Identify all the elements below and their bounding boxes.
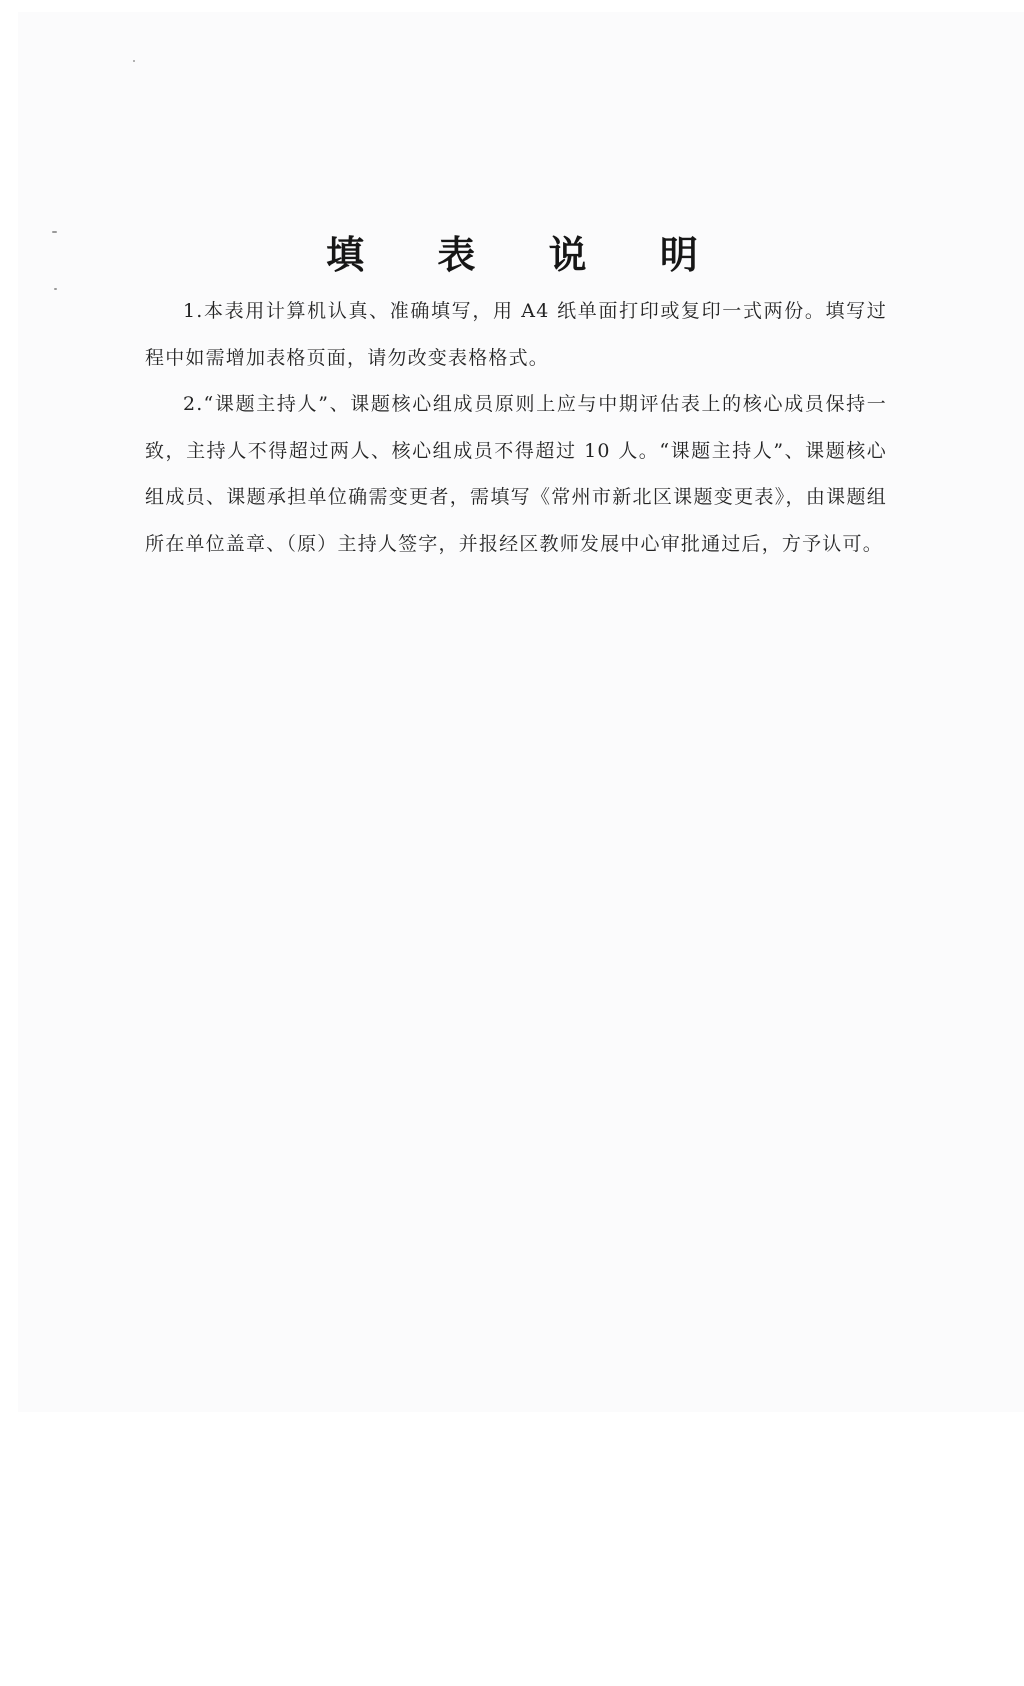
instruction-paragraph-2: 2.“课题主持人”、课题核心组成员原则上应与中期评估表上的核心成员保持一致，主持人不得超过两人、核心组成员不得超过 10 人。“课题主持人”、课题核心组成员、课题承担单位确需变更者，需填写《常州市新北区课题变更表》，由课题组所在单位盖章、（原）主持人签字，并报经区教师发展中心审批通过后，方予认可。: [145, 393, 887, 555]
document-title: 填 表 说 明: [326, 232, 728, 278]
scanned-page: [18, 12, 1024, 1412]
scan-speck: [133, 60, 135, 62]
instructions-body: [145, 288, 887, 567]
scan-speck: [54, 288, 57, 290]
instruction-paragraph-1: 1.本表用计算机认真、准确填写，用 A4 纸单面打印或复印一式两份。填写过程中如需增加表格页面，请勿改变表格格式。: [145, 300, 887, 369]
